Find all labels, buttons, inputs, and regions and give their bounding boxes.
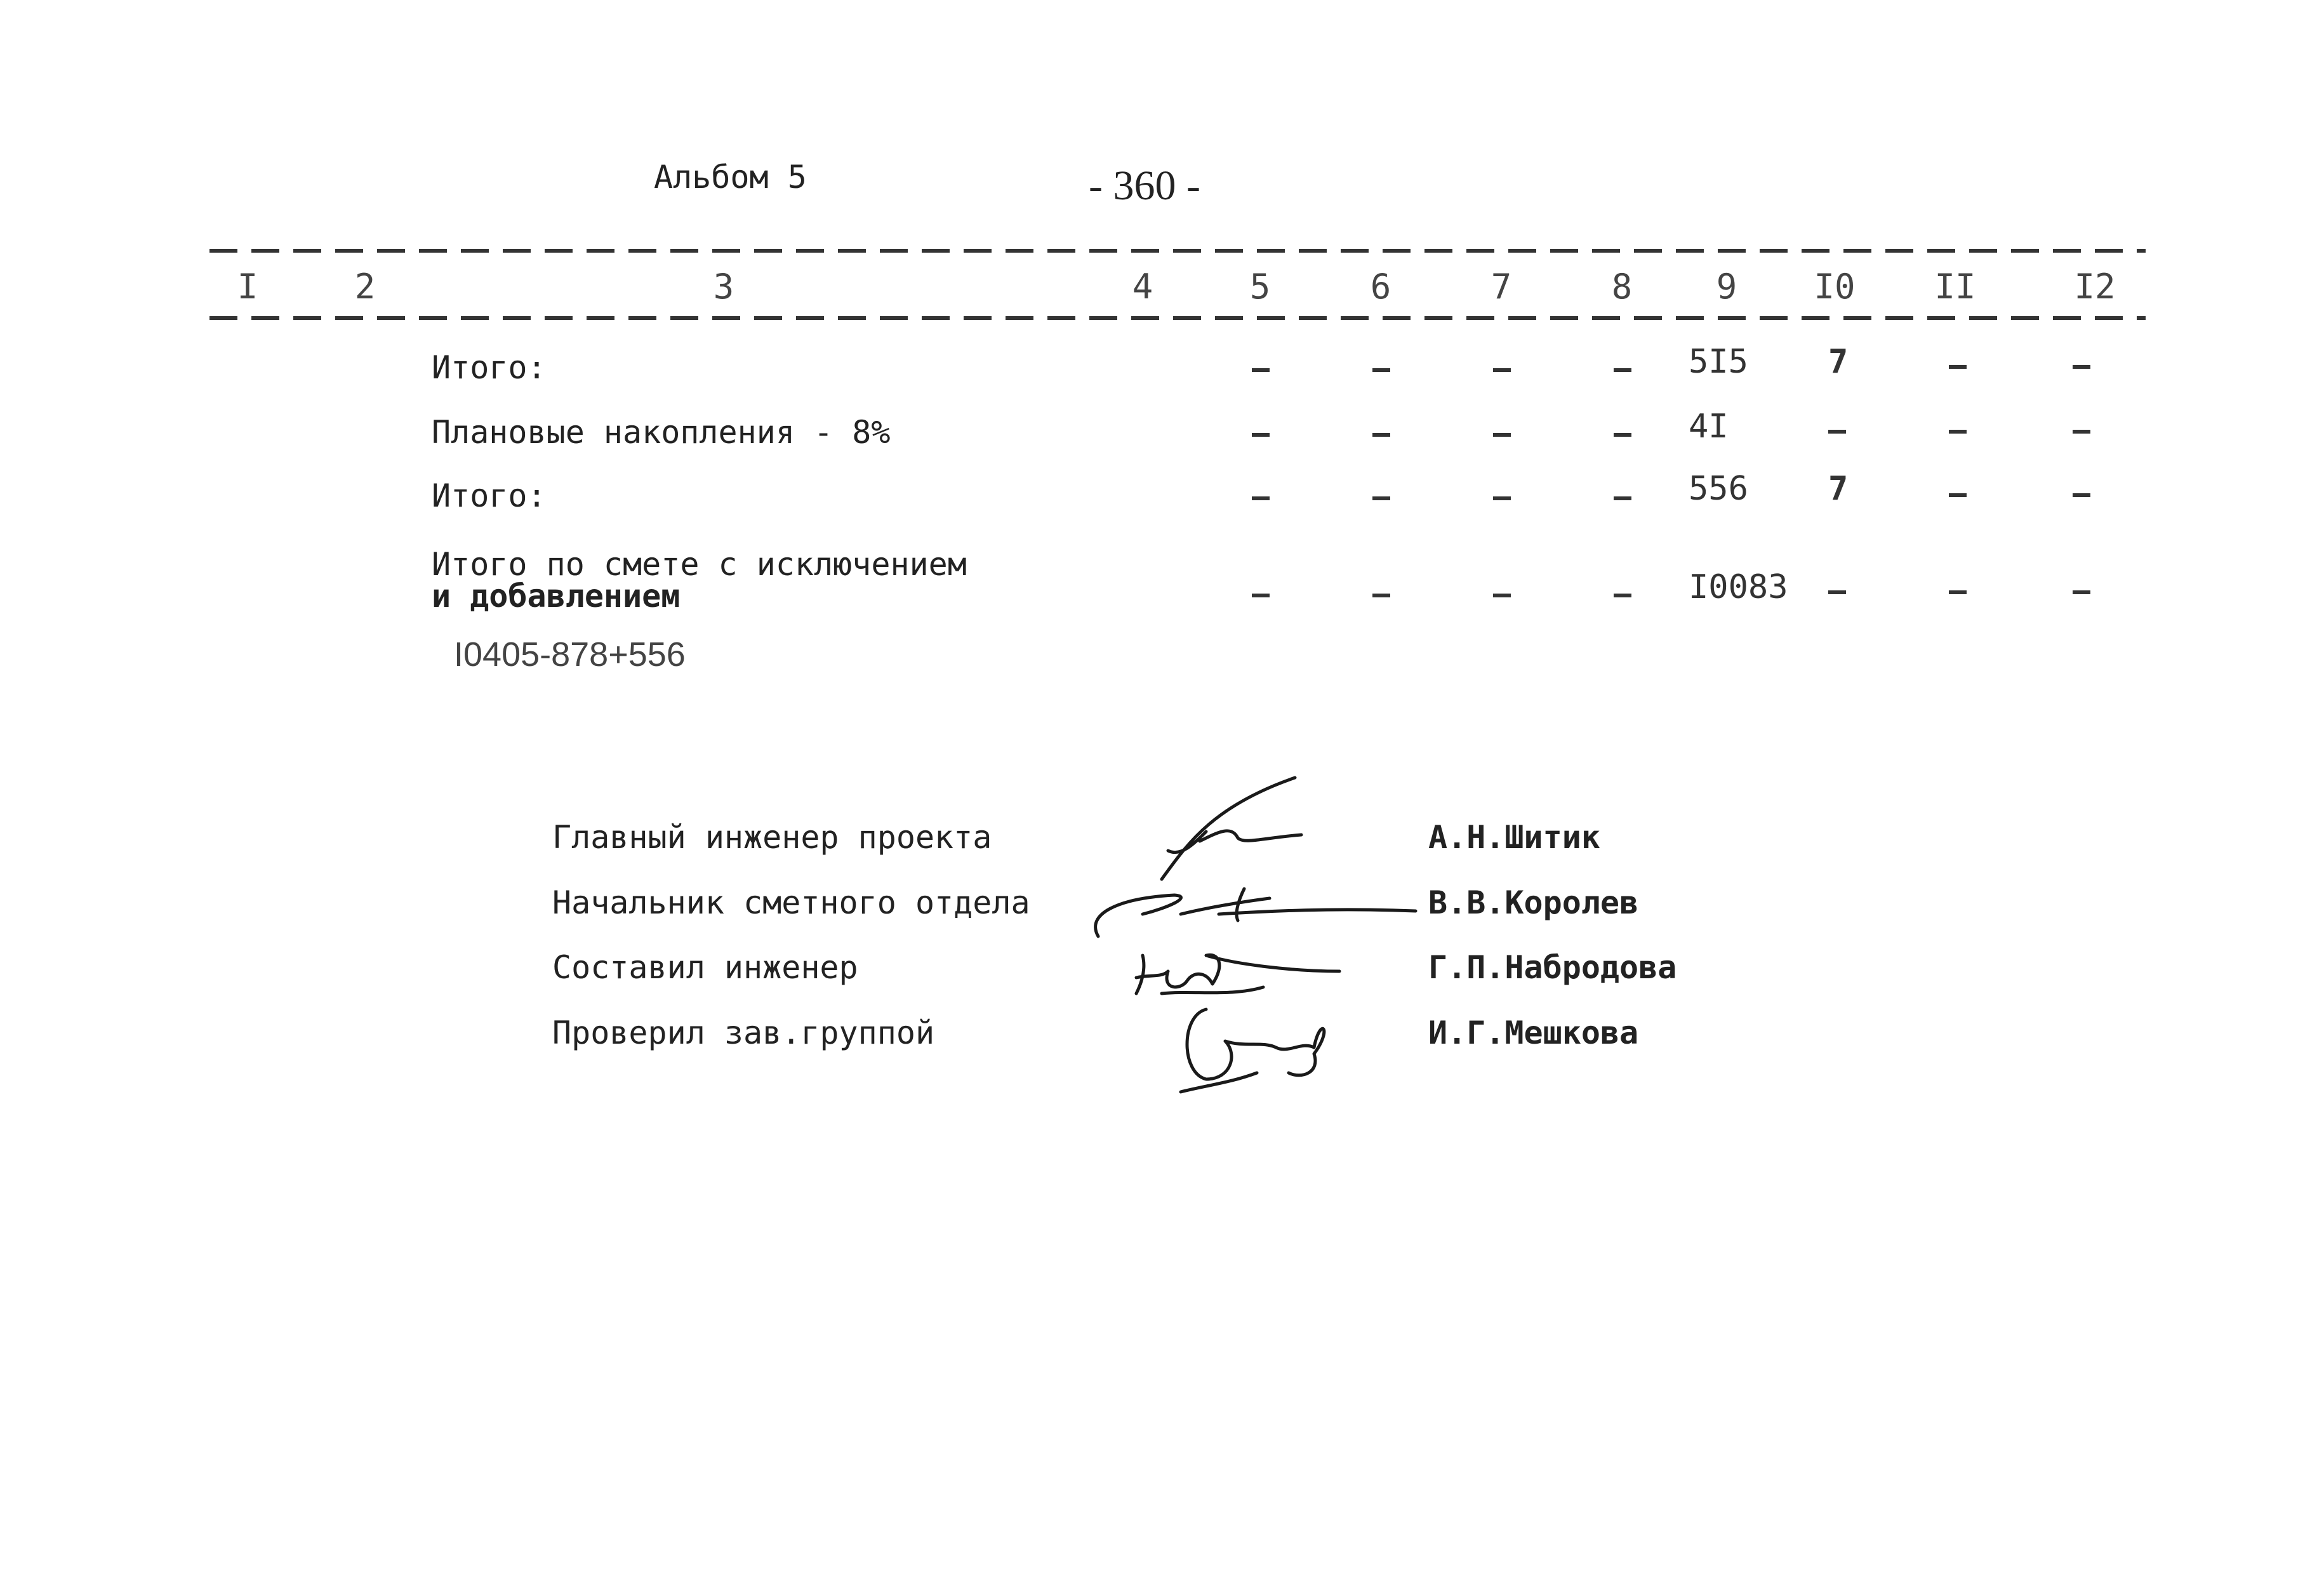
col-7: 7 (1491, 267, 1512, 307)
cell-c9: I0083 (1689, 568, 1788, 606)
signature-role: Проверил зав.группой (552, 1014, 935, 1051)
col-1: I (237, 267, 258, 307)
cell-c10: 7 (1828, 343, 1849, 381)
col-6: 6 (1370, 267, 1391, 307)
row-label: Итого: (432, 477, 547, 514)
signature-role: Начальник сметного отдела (552, 884, 1030, 921)
page-number: - 360 - (1089, 163, 1200, 209)
cell-c9: 5I5 (1689, 343, 1748, 381)
col-12: I2 (2074, 267, 2116, 307)
cell-c9: 4I (1689, 408, 1729, 446)
signature-name: Г.П.Набродова (1428, 949, 1677, 986)
col-9: 9 (1716, 267, 1737, 307)
album-label: Альбом 5 (654, 159, 807, 196)
signature-name: И.Г.Мешкова (1428, 1014, 1639, 1051)
handwritten-signature-3 (1136, 955, 1339, 994)
col-10: I0 (1814, 267, 1856, 307)
signature-name: А.Н.Шитик (1428, 819, 1600, 856)
row-label-line2: и добавлением (432, 578, 681, 615)
row-label: Итого: (432, 349, 547, 386)
handwritten-signature-4 (1181, 1009, 1324, 1092)
cell-c9: 556 (1689, 470, 1748, 508)
col-5: 5 (1249, 267, 1271, 307)
col-3: 3 (713, 267, 734, 307)
col-2: 2 (354, 267, 376, 307)
formula: I0405-878+556 (454, 635, 686, 674)
col-11: II (1934, 267, 1976, 307)
row-label: Плановые накопления - 8% (432, 414, 891, 451)
cell-c10: 7 (1828, 470, 1849, 508)
handwritten-signature-2 (1096, 889, 1416, 936)
col-8: 8 (1611, 267, 1633, 307)
handwritten-signature-1 (1162, 778, 1301, 879)
signature-role: Главный инженер проекта (552, 819, 992, 856)
row-label-line1: Итого по смете с исключением (432, 546, 967, 583)
col-4: 4 (1132, 267, 1153, 307)
signature-role: Составил инженер (552, 949, 858, 986)
signature-name: В.В.Королев (1428, 884, 1639, 921)
